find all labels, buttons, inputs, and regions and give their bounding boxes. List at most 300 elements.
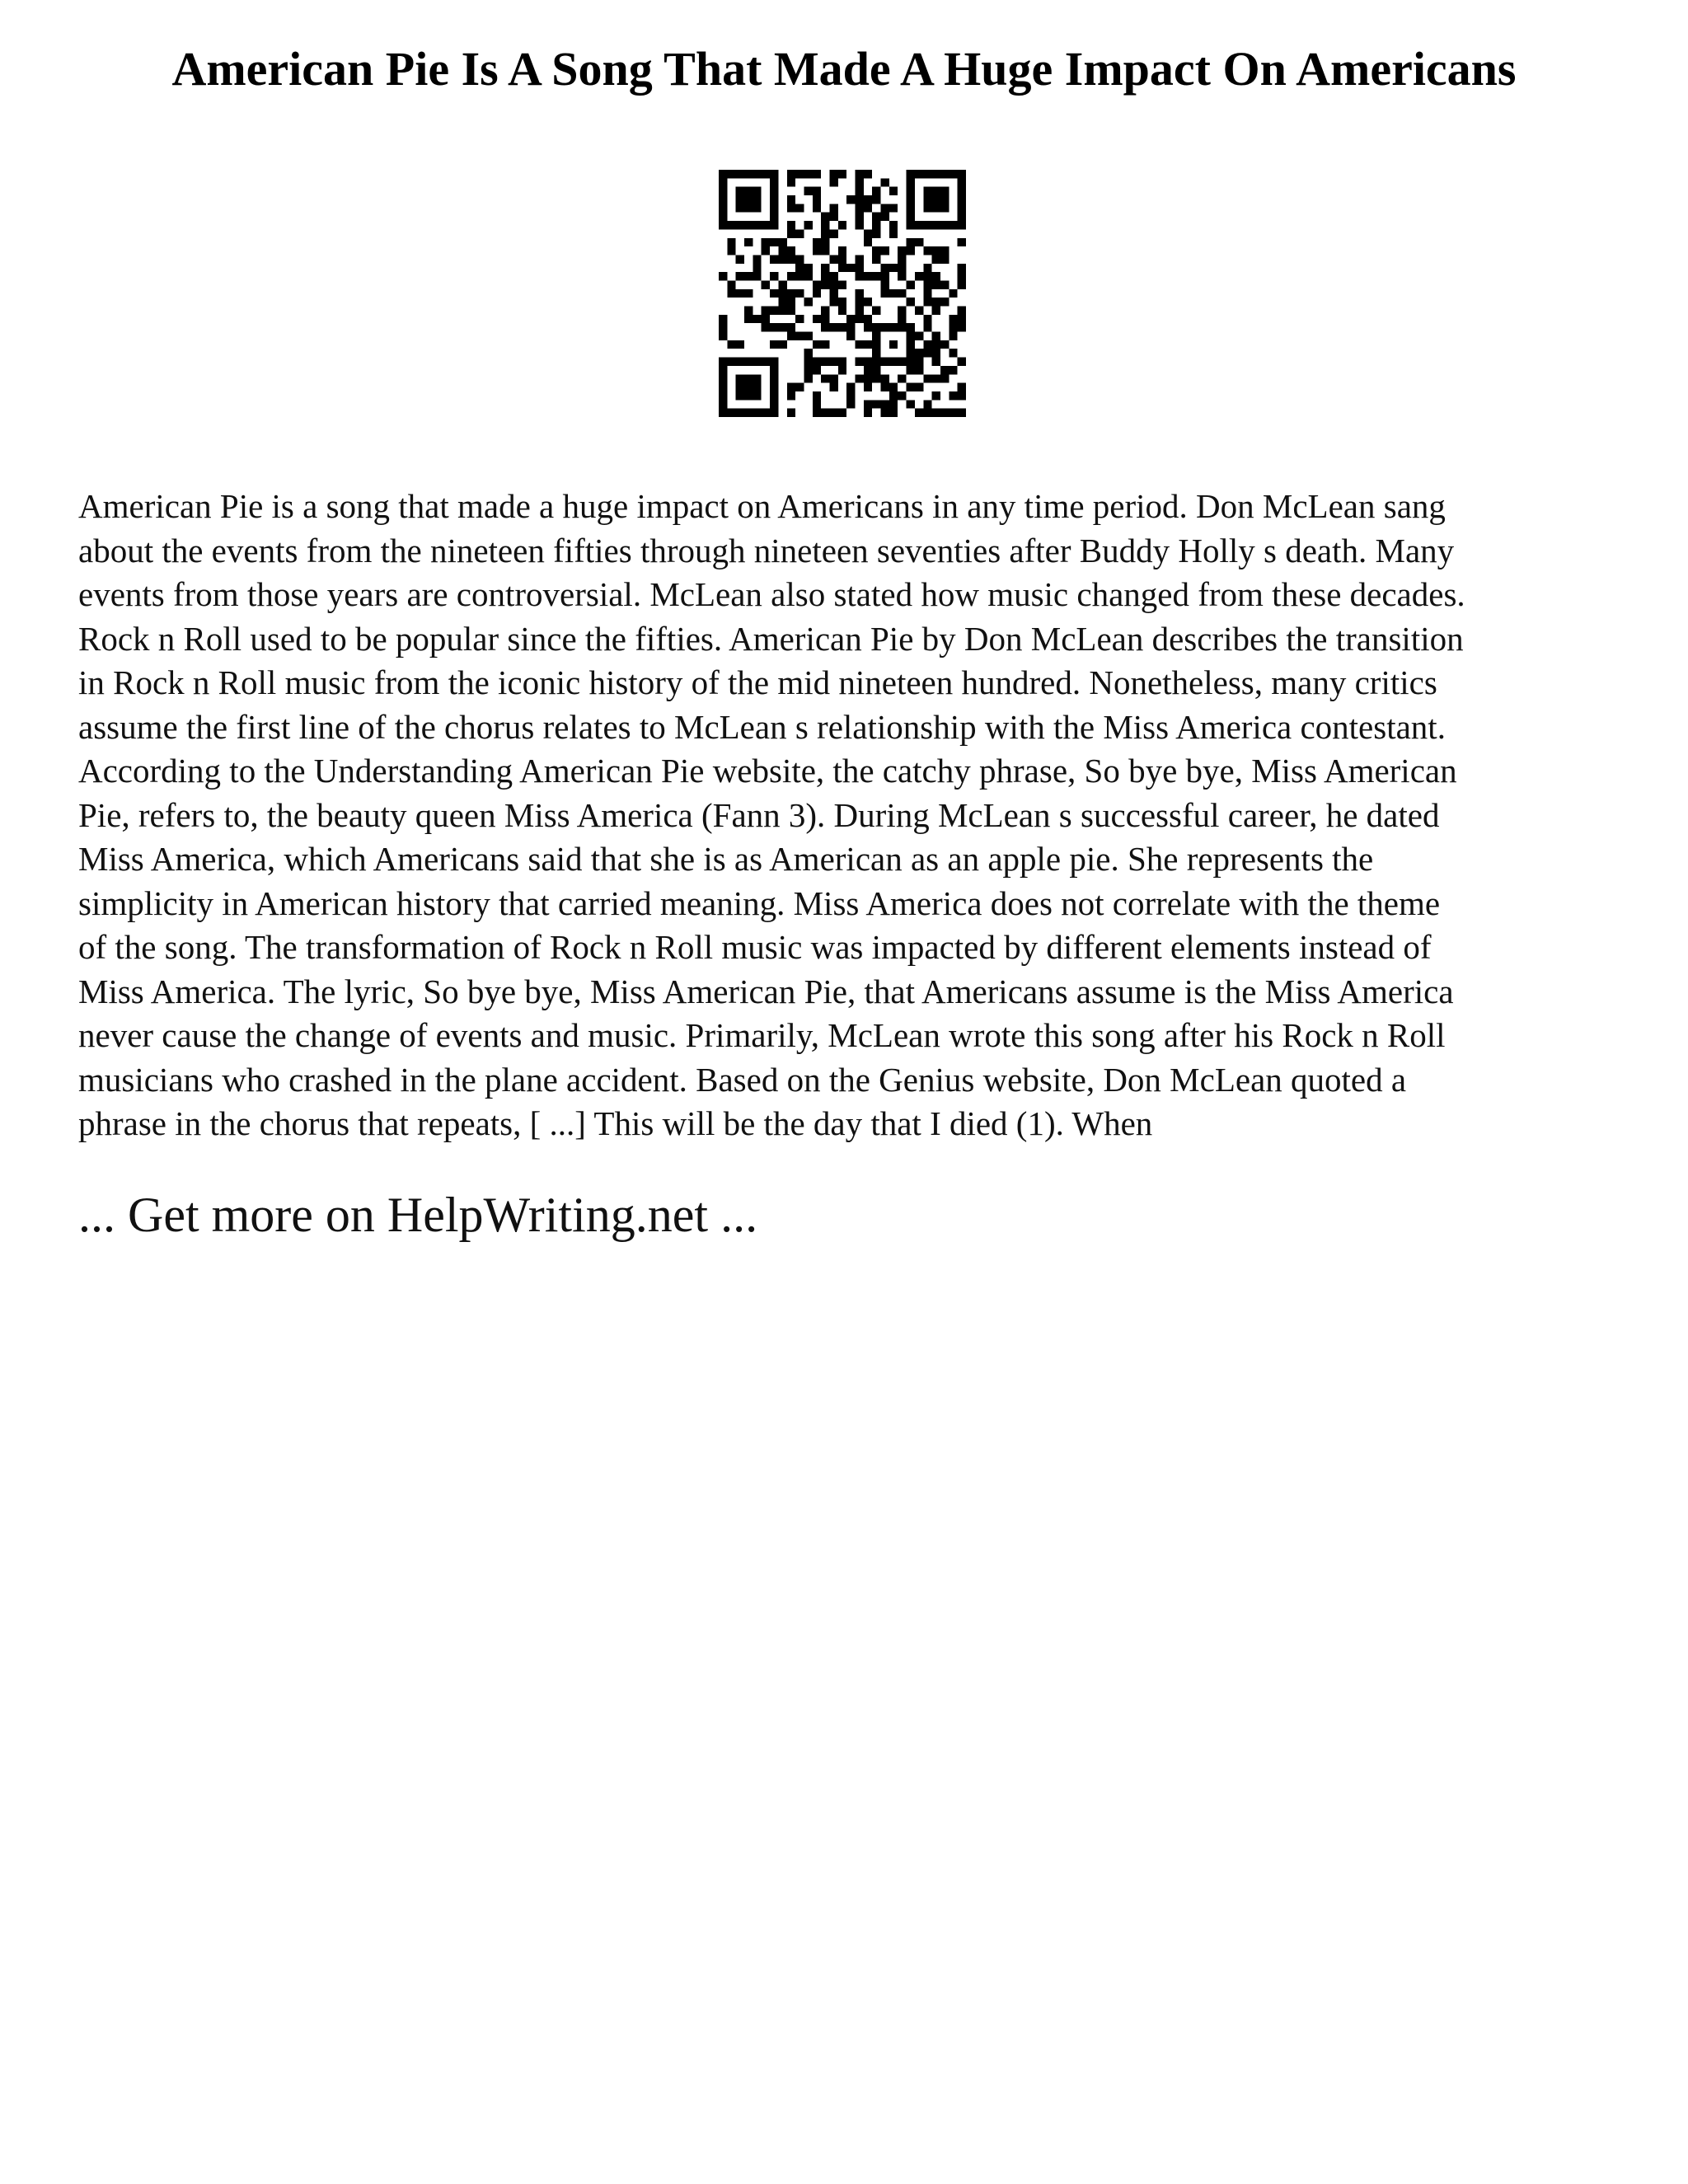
qr-module <box>915 170 923 178</box>
qr-module <box>770 238 778 246</box>
qr-module <box>923 195 931 204</box>
qr-module <box>787 383 795 391</box>
body-line: Miss America, which Americans said that she is as American as an apple pie. She represents the <box>78 840 1374 878</box>
qr-module <box>856 264 864 272</box>
qr-module <box>940 374 949 382</box>
qr-module <box>838 409 846 417</box>
qr-module <box>744 374 753 382</box>
qr-module <box>856 315 864 323</box>
qr-module <box>864 409 872 417</box>
qr-module <box>898 391 906 400</box>
qr-module <box>872 340 880 349</box>
qr-module <box>787 255 795 263</box>
qr-module <box>958 409 966 417</box>
qr-module <box>770 255 778 263</box>
qr-module <box>923 349 931 357</box>
qr-module <box>762 221 770 229</box>
qr-module <box>753 221 761 229</box>
qr-module <box>846 400 855 408</box>
qr-module <box>719 400 727 408</box>
qr-module <box>821 409 829 417</box>
qr-module <box>923 374 931 382</box>
qr-module <box>744 204 753 212</box>
qr-module <box>907 170 915 178</box>
qr-module <box>787 178 795 186</box>
qr-module <box>744 383 753 391</box>
qr-module <box>727 409 735 417</box>
qr-module <box>736 195 744 204</box>
qr-module <box>889 289 898 298</box>
qr-module <box>778 323 786 331</box>
qr-module <box>898 374 906 382</box>
qr-module <box>949 323 957 331</box>
qr-module <box>864 315 872 323</box>
body-line: According to the Understanding American Pie website, the catchy phrase, So bye bye, Miss American <box>78 752 1457 790</box>
qr-module <box>923 289 931 298</box>
qr-module <box>795 255 804 263</box>
qr-module <box>872 323 880 331</box>
qr-module <box>727 358 735 366</box>
qr-module <box>762 246 770 255</box>
qr-module <box>932 358 940 366</box>
qr-module <box>727 340 735 349</box>
qr-module <box>736 409 744 417</box>
qr-module <box>804 170 812 178</box>
qr-module <box>958 195 966 204</box>
qr-module <box>872 221 880 229</box>
qr-module <box>813 187 821 195</box>
qr-module <box>898 358 906 366</box>
qr-module <box>770 340 778 349</box>
qr-module <box>787 391 795 400</box>
qr-module <box>915 272 923 280</box>
qr-module <box>907 178 915 186</box>
qr-module <box>889 383 898 391</box>
qr-module <box>804 332 812 340</box>
qr-module <box>821 272 829 280</box>
qr-module <box>958 238 966 246</box>
qr-module <box>940 246 949 255</box>
qr-module <box>787 307 795 315</box>
qr-module <box>872 349 880 357</box>
qr-module <box>923 400 931 408</box>
qr-module <box>907 383 915 391</box>
qr-module <box>778 307 786 315</box>
qr-module <box>907 280 915 288</box>
qr-module <box>838 170 846 178</box>
qr-module <box>932 204 940 212</box>
qr-module <box>719 315 727 323</box>
qr-module <box>864 195 872 204</box>
qr-module <box>770 221 778 229</box>
qr-module <box>795 289 804 298</box>
qr-module <box>864 366 872 374</box>
qr-module <box>889 221 898 229</box>
qr-module <box>856 204 864 212</box>
qr-module <box>804 187 812 195</box>
qr-module <box>889 323 898 331</box>
qr-module <box>829 358 837 366</box>
body-line: in Rock n Roll music from the iconic history of the mid nineteen hundred. Nonetheless, many critics <box>78 663 1437 701</box>
qr-module <box>889 409 898 417</box>
qr-module <box>838 307 846 315</box>
body-line: Pie, refers to, the beauty queen Miss America (Fann 3). During McLean s successful career, he dated <box>78 795 1440 834</box>
qr-module <box>923 323 931 331</box>
qr-module <box>958 391 966 400</box>
qr-module <box>787 246 795 255</box>
qr-module <box>958 264 966 272</box>
qr-module <box>907 187 915 195</box>
qr-module <box>940 204 949 212</box>
qr-module <box>813 409 821 417</box>
qr-module <box>940 255 949 263</box>
qr-module <box>770 195 778 204</box>
qr-module <box>889 391 898 400</box>
qr-module <box>881 358 889 366</box>
qr-module <box>787 272 795 280</box>
qr-module <box>838 298 846 306</box>
qr-module <box>821 229 829 237</box>
qr-module <box>898 272 906 280</box>
qr-module <box>932 349 940 357</box>
qr-module <box>889 264 898 272</box>
qr-module <box>804 366 812 374</box>
qr-module <box>940 366 949 374</box>
qr-module <box>821 213 829 221</box>
qr-module <box>813 340 821 349</box>
qr-module <box>813 315 821 323</box>
qr-module <box>838 221 846 229</box>
qr-module <box>856 358 864 366</box>
qr-module <box>744 272 753 280</box>
qr-module <box>829 280 837 288</box>
qr-module <box>821 323 829 331</box>
qr-module <box>770 170 778 178</box>
qr-module <box>846 383 855 391</box>
qr-module <box>736 374 744 382</box>
qr-module <box>778 340 786 349</box>
qr-module <box>821 221 829 229</box>
qr-module <box>915 366 923 374</box>
qr-module <box>753 358 761 366</box>
qr-module <box>940 187 949 195</box>
qr-module <box>719 366 727 374</box>
qr-module <box>821 358 829 366</box>
qr-module <box>949 366 957 374</box>
qr-module <box>872 400 880 408</box>
qr-module <box>958 204 966 212</box>
qr-module <box>932 272 940 280</box>
qr-module <box>923 264 931 272</box>
qr-module <box>762 170 770 178</box>
qr-module <box>829 170 837 178</box>
qr-module <box>821 307 829 315</box>
qr-module <box>736 383 744 391</box>
qr-module <box>915 358 923 366</box>
qr-module <box>881 323 889 331</box>
qr-module <box>846 315 855 323</box>
qr-module <box>762 280 770 288</box>
qr-module <box>804 298 812 306</box>
qr-module <box>795 229 804 237</box>
qr-module <box>932 280 940 288</box>
qr-module <box>727 246 735 255</box>
qr-module <box>719 213 727 221</box>
qr-module <box>915 307 923 315</box>
qr-module <box>881 213 889 221</box>
qr-module <box>907 340 915 349</box>
qr-module <box>804 358 812 366</box>
qr-module <box>923 246 931 255</box>
qr-module <box>753 315 761 323</box>
qr-module <box>744 170 753 178</box>
qr-module <box>923 221 931 229</box>
qr-module <box>932 391 940 400</box>
qr-module <box>881 409 889 417</box>
qr-module <box>804 272 812 280</box>
qr-module <box>719 374 727 382</box>
qr-module <box>872 272 880 280</box>
qr-module <box>770 213 778 221</box>
qr-module <box>856 195 864 204</box>
qr-module <box>744 391 753 400</box>
qr-module <box>881 264 889 272</box>
qr-module <box>787 204 795 212</box>
qr-module <box>907 213 915 221</box>
qr-module <box>907 195 915 204</box>
qr-module <box>923 187 931 195</box>
qr-module <box>770 374 778 382</box>
qr-module <box>753 374 761 382</box>
qr-module <box>881 246 889 255</box>
qr-module <box>864 170 872 178</box>
qr-module <box>872 332 880 340</box>
qr-module <box>856 221 864 229</box>
qr-module <box>804 264 812 272</box>
qr-module <box>829 272 837 280</box>
qr-module <box>813 400 821 408</box>
qr-module <box>736 289 744 298</box>
qr-module <box>907 349 915 357</box>
qr-module <box>813 238 821 246</box>
qr-module <box>813 366 821 374</box>
qr-module <box>753 187 761 195</box>
qr-module <box>813 246 821 255</box>
qr-module <box>821 246 829 255</box>
qr-module <box>949 349 957 357</box>
qr-module <box>915 332 923 340</box>
qr-module <box>787 323 795 331</box>
qr-module <box>813 204 821 212</box>
qr-module <box>770 323 778 331</box>
qr-module <box>778 255 786 263</box>
qr-module <box>719 178 727 186</box>
qr-module <box>907 298 915 306</box>
qr-module <box>864 204 872 212</box>
qr-module <box>736 221 744 229</box>
qr-module <box>762 409 770 417</box>
qr-module <box>753 272 761 280</box>
qr-module <box>881 400 889 408</box>
qr-module <box>719 323 727 331</box>
qr-module <box>915 238 923 246</box>
get-more-link[interactable]: ... Get more on HelpWriting.net ... <box>78 1188 758 1242</box>
qr-module <box>898 255 906 263</box>
qr-module <box>787 170 795 178</box>
qr-module <box>821 374 829 382</box>
qr-module <box>949 170 957 178</box>
qr-module <box>923 298 931 306</box>
qr-module <box>932 255 940 263</box>
qr-module <box>864 358 872 366</box>
qr-module <box>778 246 786 255</box>
qr-module <box>907 204 915 212</box>
qr-module <box>719 195 727 204</box>
qr-module <box>881 204 889 212</box>
body-line: about the events from the nineteen fifties through nineteen seventies after Buddy Holly s death. Many <box>78 531 1455 569</box>
qr-module <box>838 246 846 255</box>
qr-module <box>744 358 753 366</box>
qr-module <box>846 264 855 272</box>
qr-module <box>898 246 906 255</box>
qr-module <box>821 315 829 323</box>
qr-module <box>838 366 846 374</box>
qr-module <box>898 307 906 315</box>
qr-module <box>958 383 966 391</box>
qr-module <box>923 315 931 323</box>
qr-module <box>736 272 744 280</box>
qr-module <box>762 238 770 246</box>
qr-module <box>795 170 804 178</box>
qr-module <box>719 221 727 229</box>
qr-module <box>719 187 727 195</box>
qr-module <box>958 280 966 288</box>
body-line: Rock n Roll used to be popular since the fifties. American Pie by Don McLean describes the transition <box>78 619 1464 658</box>
body-line: assume the first line of the chorus relates to McLean s relationship with the Miss America contestant. <box>78 707 1446 746</box>
qr-module <box>719 383 727 391</box>
qr-module <box>813 358 821 366</box>
qr-module <box>949 332 957 340</box>
qr-module <box>813 289 821 298</box>
qr-module <box>736 255 744 263</box>
qr-module <box>958 315 966 323</box>
qr-module <box>856 213 864 221</box>
qr-module <box>907 323 915 331</box>
qr-module <box>727 238 735 246</box>
qr-module <box>829 213 837 221</box>
qr-module <box>864 298 872 306</box>
qr-module <box>770 358 778 366</box>
qr-module <box>856 272 864 280</box>
body-line: never cause the change of events and music. Primarily, McLean wrote this song after his Rock n Roll <box>78 1016 1446 1054</box>
qr-module <box>881 280 889 288</box>
qr-module <box>915 409 923 417</box>
qr-module <box>846 323 855 331</box>
qr-module <box>821 238 829 246</box>
qr-module <box>719 358 727 366</box>
qr-module <box>923 280 931 288</box>
qr-module <box>770 383 778 391</box>
qr-module <box>923 170 931 178</box>
qr-module <box>949 409 957 417</box>
qr-module <box>744 409 753 417</box>
qr-module <box>949 289 957 298</box>
qr-module <box>744 221 753 229</box>
qr-module <box>787 229 795 237</box>
qr-module <box>856 298 864 306</box>
qr-module <box>736 204 744 212</box>
qr-module <box>719 204 727 212</box>
qr-module <box>813 391 821 400</box>
qr-module <box>958 358 966 366</box>
qr-module <box>795 264 804 272</box>
qr-code-icon <box>719 170 966 417</box>
qr-module <box>881 178 889 186</box>
body-line: of the song. The transformation of Rock n Roll music was impacted by different elements instead of <box>78 928 1432 966</box>
qr-module <box>958 178 966 186</box>
qr-module <box>795 272 804 280</box>
qr-module <box>821 280 829 288</box>
document-title: American Pie Is A Song That Made A Huge Impact On Americans <box>171 42 1517 96</box>
qr-module <box>856 340 864 349</box>
qr-module <box>736 391 744 400</box>
qr-module <box>744 289 753 298</box>
qr-module <box>744 315 753 323</box>
qr-module <box>736 170 744 178</box>
qr-module <box>787 195 795 204</box>
qr-module <box>813 170 821 178</box>
qr-module <box>915 221 923 229</box>
qr-module <box>795 204 804 212</box>
qr-module <box>744 187 753 195</box>
qr-module <box>915 349 923 357</box>
body-line: American Pie is a song that made a huge impact on Americans in any time period. Don McLean sang <box>78 487 1446 525</box>
qr-module <box>856 307 864 315</box>
qr-module <box>949 221 957 229</box>
qr-module <box>898 289 906 298</box>
qr-module <box>864 229 872 237</box>
body-line: simplicity in American history that carried meaning. Miss America does not correlate with the theme <box>78 883 1441 922</box>
qr-module <box>881 272 889 280</box>
qr-module <box>838 280 846 288</box>
qr-module <box>940 409 949 417</box>
qr-module <box>846 195 855 204</box>
qr-module <box>727 170 735 178</box>
qr-module <box>932 340 940 349</box>
qr-module <box>846 391 855 400</box>
qr-module <box>838 264 846 272</box>
qr-module <box>770 187 778 195</box>
qr-module <box>907 400 915 408</box>
qr-module <box>907 246 915 255</box>
qr-module <box>829 409 837 417</box>
qr-module <box>940 340 949 349</box>
qr-module <box>787 409 795 417</box>
qr-module <box>727 280 735 288</box>
qr-module <box>958 213 966 221</box>
qr-module <box>795 383 804 391</box>
qr-module <box>753 264 761 272</box>
qr-module <box>829 178 837 186</box>
qr-module <box>778 238 786 246</box>
qr-module <box>770 289 778 298</box>
qr-module <box>829 229 837 237</box>
body-line: events from those years are controversial. McLean also stated how music changed from these decades. <box>78 575 1465 613</box>
qr-module <box>932 374 940 382</box>
qr-module <box>753 409 761 417</box>
body-line: Miss America. The lyric, So bye bye, Miss American Pie, that Americans assume is the Miss America <box>78 972 1454 1010</box>
qr-module <box>770 204 778 212</box>
